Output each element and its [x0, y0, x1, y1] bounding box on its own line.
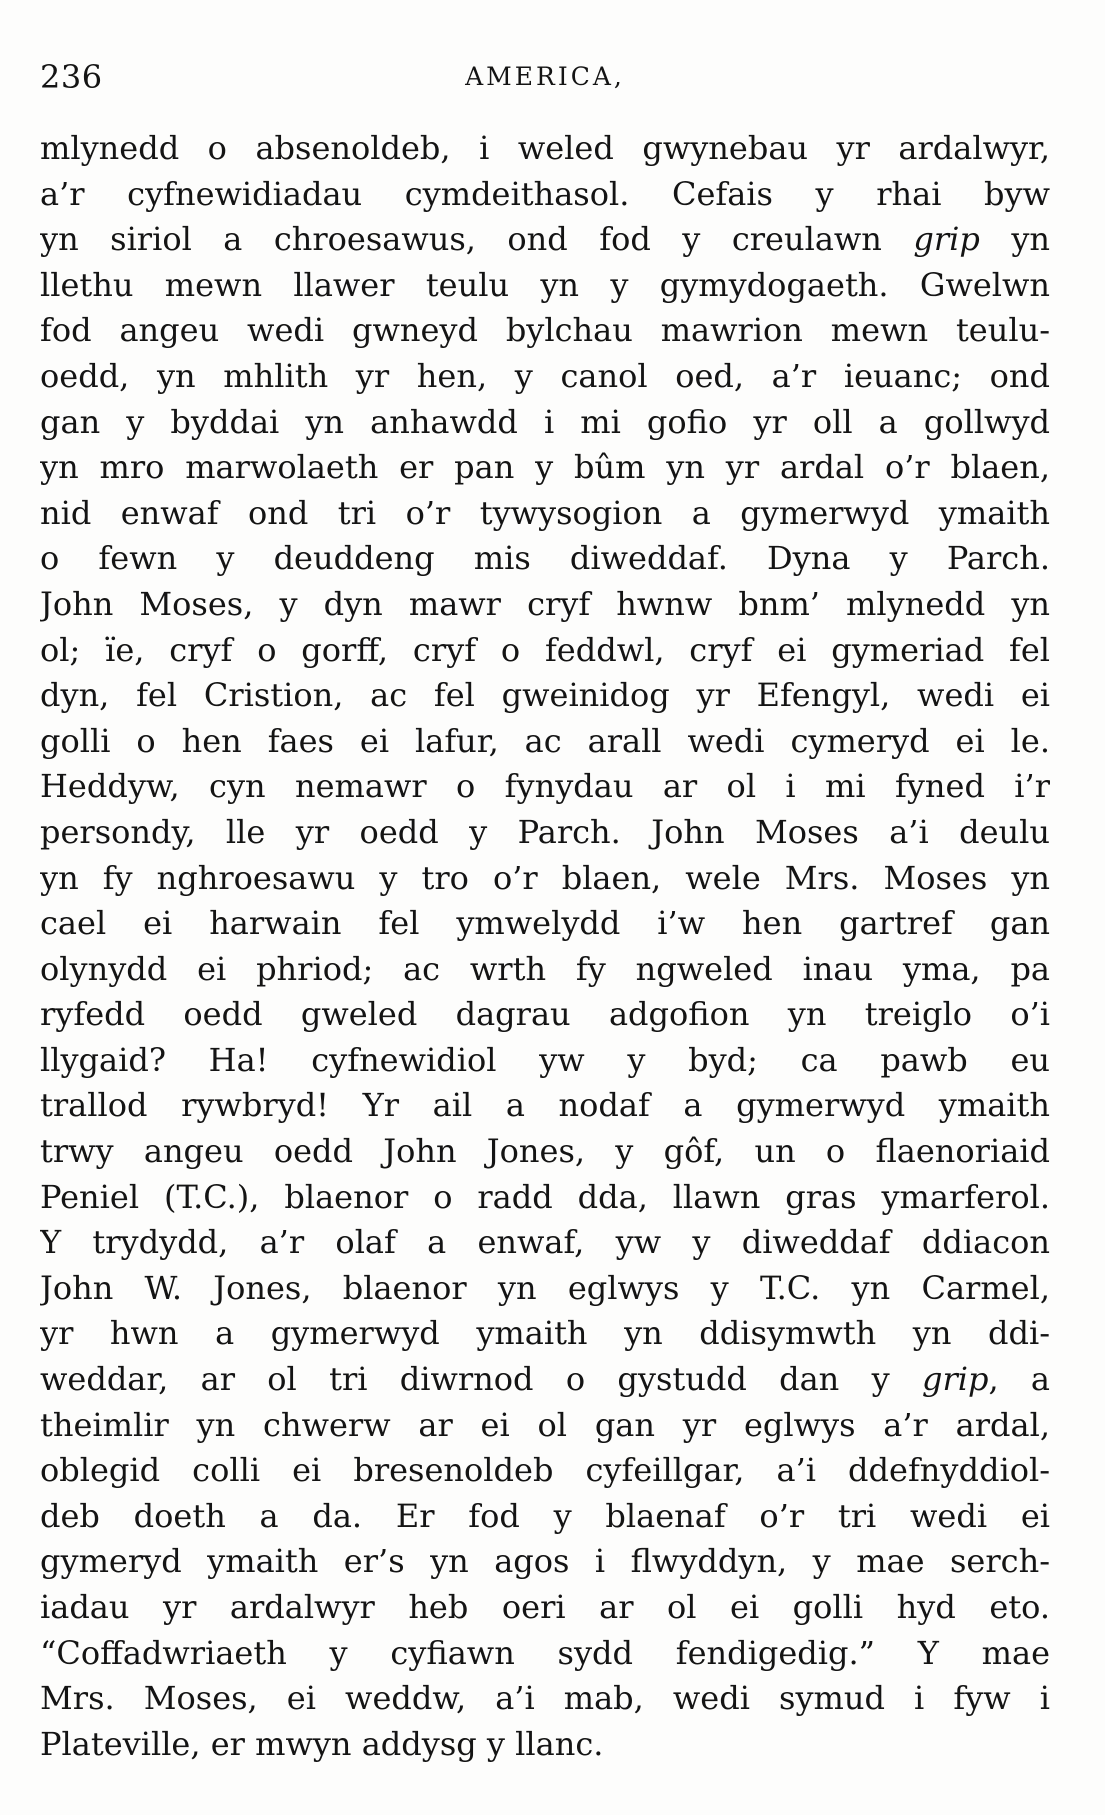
- text-line: gan y byddai yn anhawdd i mi gofio yr oll a gollwyd: [40, 402, 1050, 441]
- text-line: dyn, fel Cristion, ac fel gweinidog yr Efengyl, wedi ei: [40, 676, 1050, 715]
- text-line: theimlir yn chwerw ar ei ol gan yr eglwys a’r ardal,: [40, 1405, 1050, 1444]
- page-number: 236: [40, 58, 103, 96]
- text-line: fod angeu wedi gwneyd bylchau mawrion mewn teulu-: [40, 311, 1050, 350]
- text-line: yn mro marwolaeth er pan y bûm yn yr ardal o’r blaen,: [40, 448, 1050, 487]
- text-line: Y trydydd, a’r olaf a enwaf, yw y diweddaf ddiacon: [40, 1223, 1050, 1262]
- text-line: yn fy nghroesawu y tro o’r blaen, wele Mrs. Moses yn: [40, 858, 1050, 897]
- text-line: weddar, ar ol tri diwrnod o gystudd dan y grip, a: [40, 1360, 1050, 1399]
- text-line: persondy, lle yr oedd y Parch. John Moses a’i deulu: [40, 812, 1050, 851]
- text-line: yn siriol a chroesawus, ond fod y creulawn grip yn: [40, 220, 1050, 259]
- text-line: golli o hen faes ei lafur, ac arall wedi cymeryd ei le.: [40, 721, 1050, 760]
- running-title: AMERICA,: [465, 62, 625, 91]
- text-line: olynydd ei phriod; ac wrth fy ngweled inau yma, pa: [40, 949, 1050, 988]
- body-text: [40, 126, 1050, 1767]
- text-line: oblegid colli ei bresenoldeb cyfeillgar, a’i ddefnyddiol-: [40, 1451, 1050, 1490]
- page-header: [40, 52, 1050, 102]
- text-line: Heddyw, cyn nemawr o fynydau ar ol i mi fyned i’r: [40, 767, 1050, 806]
- text-line: John W. Jones, blaenor yn eglwys y T.C. yn Carmel,: [40, 1268, 1050, 1307]
- text-line: nid enwaf ond tri o’r tywysogion a gymerwyd ymaith: [40, 493, 1050, 532]
- italic-word: grip: [913, 220, 980, 259]
- text-line: a’r cyfnewidiadau cymdeithasol. Cefais y rhai byw: [40, 174, 1050, 213]
- text-line: cael ei harwain fel ymwelydd i’w hen gartref gan: [40, 904, 1050, 943]
- italic-word: grip: [921, 1360, 989, 1399]
- text-line: oedd, yn mhlith yr hen, y canol oed, a’r ieuanc; ond: [40, 356, 1050, 395]
- text-line: mlynedd o absenoldeb, i weled gwynebau yr ardalwyr,: [40, 129, 1050, 167]
- text-line: iadau yr ardalwyr heb oeri ar ol ei golli hyd eto.: [40, 1588, 1050, 1626]
- text-line: Peniel (T.C.), blaenor o radd dda, llawn gras ymarferol.: [40, 1177, 1050, 1216]
- text-line: Mrs. Moses, ei weddw, a’i mab, wedi symud i fyw i: [40, 1679, 1050, 1718]
- text-line: “Coffadwriaeth y cyfiawn sydd fendigedig.” Y mae: [40, 1633, 1050, 1672]
- text-line: deb doeth a da. Er fod y blaenaf o’r tri wedi ei: [40, 1496, 1050, 1535]
- text-line-last: Plateville, er mwyn addysg y llanc.: [40, 1724, 604, 1763]
- text-line: ol; ïe, cryf o gorff, cryf o feddwl, cryf ei gymeriad fel: [40, 630, 1050, 669]
- text-line: llethu mewn llawer teulu yn y gymydogaeth. Gwelwn: [40, 265, 1050, 304]
- text-line: o fewn y deuddeng mis diweddaf. Dyna y Parch.: [40, 539, 1050, 578]
- text-line: trwy angeu oedd John Jones, y gôf, un o flaenoriaid: [40, 1132, 1050, 1171]
- text-line: gymeryd ymaith er’s yn agos i flwyddyn, y mae serch-: [40, 1542, 1050, 1581]
- text-line: trallod rywbryd! Yr ail a nodaf a gymerwyd ymaith: [40, 1086, 1050, 1125]
- text-line: llygaid? Ha! cyfnewidiol yw y byd; ca pawb eu: [40, 1040, 1050, 1079]
- text-line: yr hwn a gymerwyd ymaith yn ddisymwth yn ddi-: [40, 1314, 1050, 1353]
- text-line: John Moses, y dyn mawr cryf hwnw bnm’ mlynedd yn: [40, 584, 1050, 623]
- text-line: ryfedd oedd gweled dagrau adgofion yn treiglo o’i: [40, 995, 1050, 1034]
